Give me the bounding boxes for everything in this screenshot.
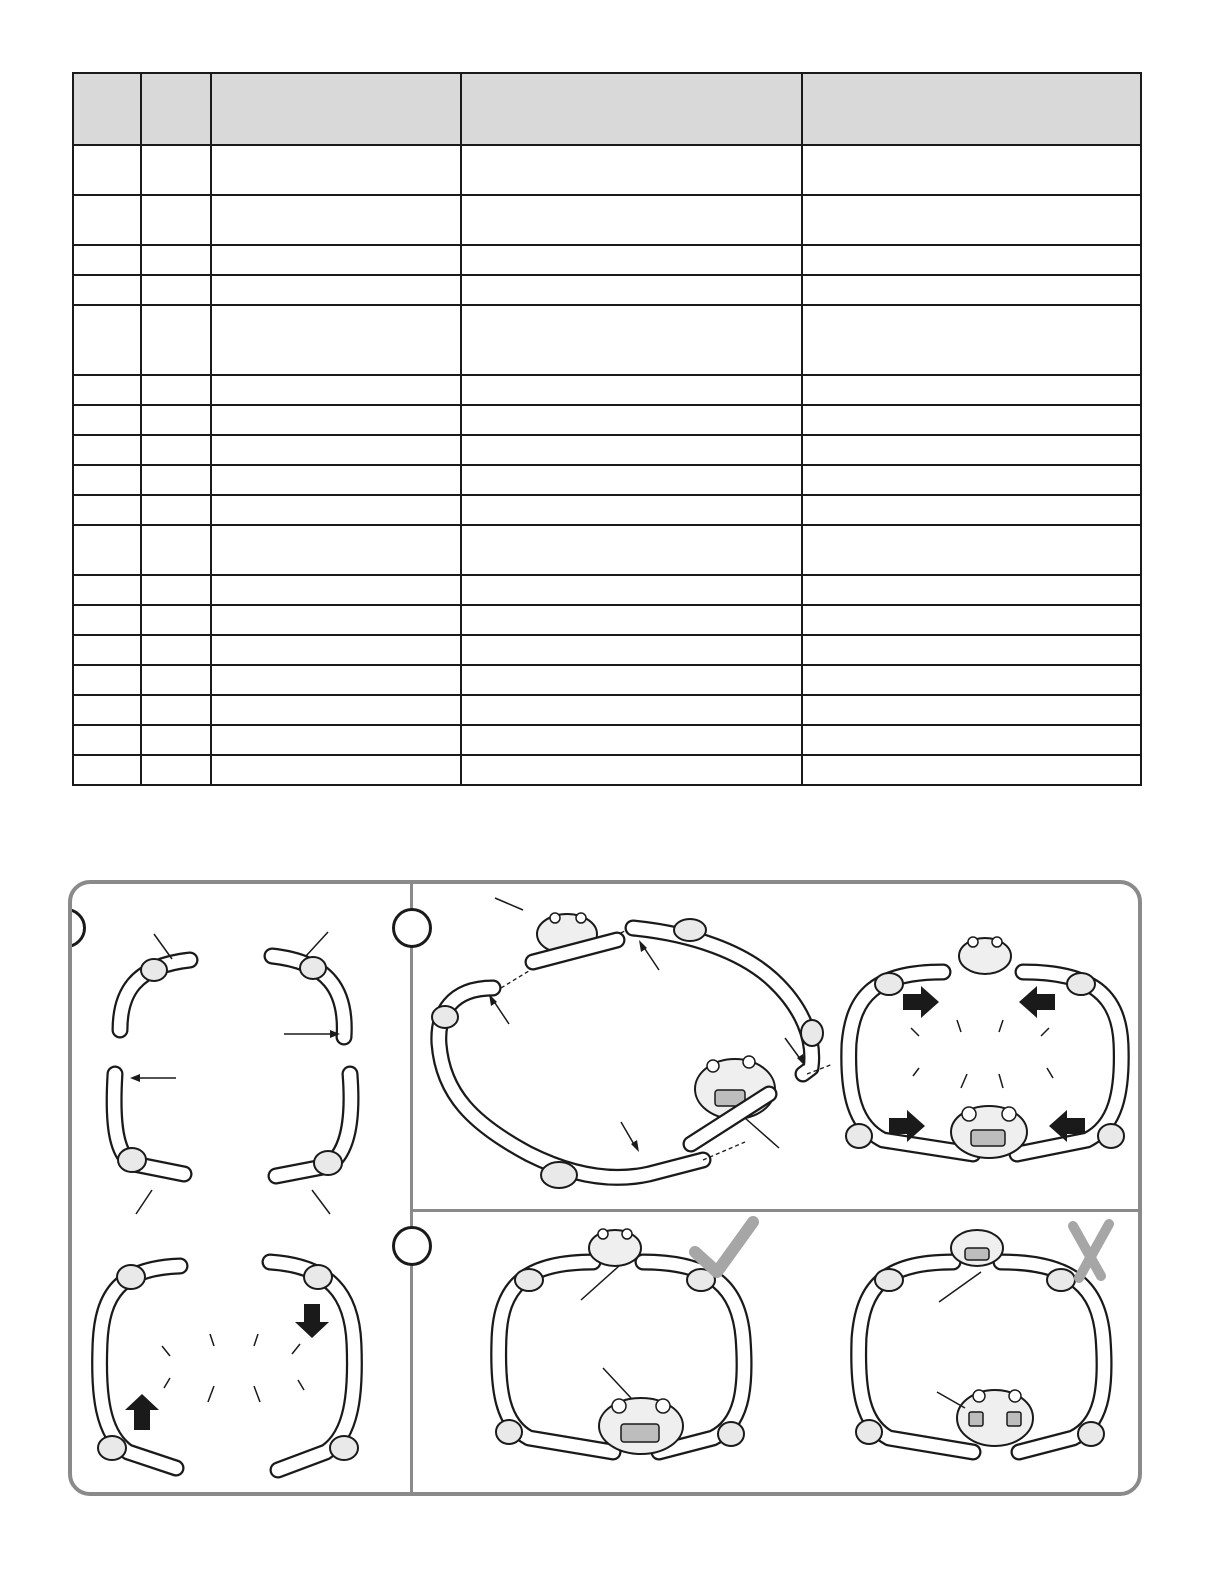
hub-top: [495, 898, 617, 962]
table-cell: [461, 695, 802, 725]
table-cell: [141, 695, 211, 725]
table-row: [73, 695, 1141, 725]
table-row: [73, 195, 1141, 245]
table-cell: [73, 405, 141, 435]
header-cell: [802, 73, 1141, 145]
header-cell: [73, 73, 141, 145]
table-cell: [141, 305, 211, 375]
table-cell: [141, 725, 211, 755]
hub-bottom: [691, 1056, 779, 1148]
arrow-icon: [284, 1030, 340, 1038]
table-row: [73, 665, 1141, 695]
table-cell: [802, 305, 1141, 375]
table-row: [73, 725, 1141, 755]
table-cell: [461, 575, 802, 605]
header-cell: [461, 73, 802, 145]
arrow-icon: [489, 994, 509, 1024]
table-cell: [802, 635, 1141, 665]
table-cell: [141, 525, 211, 575]
table-cell: [211, 695, 461, 725]
table-cell: [802, 495, 1141, 525]
table-cell: [461, 405, 802, 435]
table-cell: [461, 635, 802, 665]
step-3-circle: [392, 1226, 432, 1266]
block-arrow-icon: [295, 1304, 329, 1338]
table-cell: [211, 575, 461, 605]
table-cell: [802, 755, 1141, 785]
table-row: [73, 405, 1141, 435]
check-mark-icon: [695, 1222, 753, 1272]
table-row: [73, 495, 1141, 525]
table-cell: [211, 495, 461, 525]
table-cell: [211, 635, 461, 665]
table-cell: [141, 575, 211, 605]
table-cell: [461, 145, 802, 195]
table-cell: [73, 695, 141, 725]
assembled-ring: [98, 1262, 358, 1470]
table-cell: [141, 195, 211, 245]
step-2-circle: [392, 908, 432, 948]
table-cell: [802, 435, 1141, 465]
table-cell: [141, 495, 211, 525]
table-cell: [211, 405, 461, 435]
table-cell: [461, 245, 802, 275]
table-body: [73, 145, 1141, 785]
table-cell: [73, 305, 141, 375]
table-cell: [461, 465, 802, 495]
table-cell: [73, 375, 141, 405]
table-cell: [461, 435, 802, 465]
table-cell: [461, 665, 802, 695]
table-cell: [211, 305, 461, 375]
parts-table: [72, 72, 1142, 786]
table-row: [73, 275, 1141, 305]
header-cell: [141, 73, 211, 145]
arrow-icon: [639, 940, 659, 970]
table-row: [73, 575, 1141, 605]
table-cell: [211, 755, 461, 785]
table-cell: [461, 375, 802, 405]
tube-arc-top-left: [120, 934, 190, 1030]
tube-arc-bottom-right: [276, 1074, 351, 1214]
table-cell: [802, 575, 1141, 605]
table-cell: [211, 525, 461, 575]
table-cell: [141, 635, 211, 665]
table-cell: [461, 755, 802, 785]
table-cell: [211, 245, 461, 275]
table-row: [73, 755, 1141, 785]
table-cell: [211, 195, 461, 245]
table-header-row: [73, 73, 1141, 145]
table-cell: [461, 495, 802, 525]
table-row: [73, 435, 1141, 465]
table-cell: [211, 465, 461, 495]
table-cell: [211, 665, 461, 695]
table-cell: [73, 635, 141, 665]
step-2-illustration: [413, 884, 1142, 1209]
table-cell: [73, 665, 141, 695]
table-cell: [141, 275, 211, 305]
table-cell: [461, 195, 802, 245]
table-cell: [73, 725, 141, 755]
table-cell: [141, 145, 211, 195]
table-cell: [802, 605, 1141, 635]
table-cell: [802, 465, 1141, 495]
table-cell: [141, 375, 211, 405]
table-cell: [802, 195, 1141, 245]
header-cell: [211, 73, 461, 145]
table-row: [73, 465, 1141, 495]
ring-exploded: [432, 919, 833, 1188]
ring-incorrect: [856, 1230, 1104, 1452]
table-cell: [802, 665, 1141, 695]
table-cell: [73, 145, 141, 195]
block-arrow-icon: [903, 986, 939, 1018]
tube-arc-top-right: [272, 932, 344, 1037]
table-cell: [461, 725, 802, 755]
table-cell: [802, 145, 1141, 195]
table-cell: [73, 575, 141, 605]
table-cell: [802, 375, 1141, 405]
table-cell: [73, 465, 141, 495]
table-cell: [211, 145, 461, 195]
table-cell: [141, 755, 211, 785]
table-cell: [141, 435, 211, 465]
table-cell: [211, 275, 461, 305]
step-3-illustration: [413, 1212, 1142, 1496]
table-cell: [211, 605, 461, 635]
table-cell: [802, 525, 1141, 575]
table-cell: [211, 435, 461, 465]
block-arrow-icon: [1019, 986, 1055, 1018]
arrow-icon: [130, 1074, 176, 1082]
block-arrow-icon: [125, 1394, 159, 1430]
table-cell: [802, 245, 1141, 275]
table-cell: [461, 275, 802, 305]
table-cell: [141, 665, 211, 695]
table-cell: [73, 245, 141, 275]
table-cell: [73, 755, 141, 785]
table-cell: [461, 605, 802, 635]
table-cell: [461, 305, 802, 375]
table-cell: [73, 525, 141, 575]
table-row: [73, 245, 1141, 275]
table-cell: [802, 275, 1141, 305]
tube-arc-bottom-left: [114, 1074, 184, 1214]
table-cell: [73, 605, 141, 635]
table-cell: [141, 605, 211, 635]
table-row: [73, 635, 1141, 665]
arrow-icon: [621, 1122, 639, 1152]
table-cell: [141, 465, 211, 495]
assembly-instructions-panel: [68, 880, 1142, 1496]
table-cell: [73, 275, 141, 305]
table-row: [73, 305, 1141, 375]
table-cell: [211, 725, 461, 755]
table-cell: [461, 525, 802, 575]
table-row: [73, 605, 1141, 635]
table-cell: [802, 405, 1141, 435]
table-cell: [211, 375, 461, 405]
table-row: [73, 375, 1141, 405]
table-cell: [141, 245, 211, 275]
table-cell: [141, 405, 211, 435]
table-cell: [802, 725, 1141, 755]
table-row: [73, 145, 1141, 195]
table-cell: [802, 695, 1141, 725]
table-cell: [73, 195, 141, 245]
step-1-illustration: [72, 884, 410, 1494]
table-row: [73, 525, 1141, 575]
table-cell: [73, 435, 141, 465]
table-cell: [73, 495, 141, 525]
cross-mark-icon: [1073, 1224, 1109, 1278]
